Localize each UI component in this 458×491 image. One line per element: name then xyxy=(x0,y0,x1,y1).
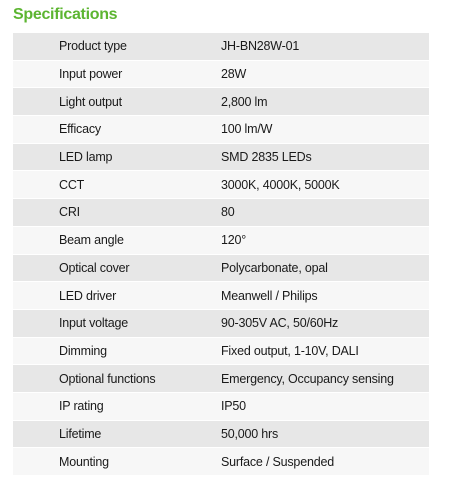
spec-label-efficacy: Efficacy xyxy=(59,122,101,137)
spec-value-ip-rating: IP50 xyxy=(221,399,246,414)
spec-label-lifetime: Lifetime xyxy=(59,426,102,441)
spec-label-optical-cover: Optical cover xyxy=(59,260,130,275)
table-row xyxy=(13,338,429,366)
spec-value-optical-cover: Polycarbonate, opal xyxy=(221,260,328,275)
table-row xyxy=(13,33,429,61)
spec-label-cri: CRI xyxy=(59,205,80,220)
table-row xyxy=(13,144,429,172)
table-row xyxy=(13,282,429,310)
spec-value-lifetime: 50,000 hrs xyxy=(221,426,279,441)
table-row xyxy=(13,421,429,449)
spec-label-led-driver: LED driver xyxy=(59,288,117,303)
spec-value-input-power: 28W xyxy=(221,67,247,82)
spec-value-led-driver: Meanwell / Philips xyxy=(221,288,318,303)
table-row xyxy=(13,310,429,338)
spec-label-ip-rating: IP rating xyxy=(59,399,104,414)
spec-value-light-output: 2,800 lm xyxy=(221,94,268,109)
spec-value-cct: 3000K, 4000K, 5000K xyxy=(221,177,340,192)
spec-value-input-voltage: 90-305V AC, 50/60Hz xyxy=(221,316,339,331)
spec-label-beam-angle: Beam angle xyxy=(59,233,124,248)
table-row xyxy=(13,227,429,255)
spec-label-led-lamp: LED lamp xyxy=(59,150,113,165)
table-row xyxy=(13,88,429,116)
spec-label-input-power: Input power xyxy=(59,67,123,82)
spec-value-beam-angle: 120° xyxy=(221,233,247,248)
spec-label-mounting: Mounting xyxy=(59,454,109,469)
spec-value-mounting: Surface / Suspended xyxy=(221,454,334,469)
spec-label-optional-functions: Optional functions xyxy=(59,371,156,386)
table-row xyxy=(13,199,429,227)
table-row xyxy=(13,171,429,199)
spec-value-cri: 80 xyxy=(221,205,235,220)
table-row xyxy=(13,393,429,421)
table-row xyxy=(13,365,429,393)
spec-label-dimming: Dimming xyxy=(59,343,107,358)
spec-value-dimming: Fixed output, 1-10V, DALI xyxy=(221,343,359,358)
table-row xyxy=(13,255,429,283)
spec-label-cct: CCT xyxy=(59,177,85,192)
spec-label-product-type: Product type xyxy=(59,39,127,54)
spec-label-light-output: Light output xyxy=(59,94,122,109)
spec-value-optional-functions: Emergency, Occupancy sensing xyxy=(221,371,394,386)
specifications-table xyxy=(13,33,429,476)
table-row xyxy=(13,448,429,476)
table-row xyxy=(13,116,429,144)
table-row xyxy=(13,61,429,89)
spec-label-input-voltage: Input voltage xyxy=(59,316,128,331)
spec-value-efficacy: 100 lm/W xyxy=(221,122,273,137)
spec-value-led-lamp: SMD 2835 LEDs xyxy=(221,150,312,165)
page-title: Specifications xyxy=(13,6,118,23)
spec-value-product-type: JH-BN28W-01 xyxy=(221,39,300,54)
